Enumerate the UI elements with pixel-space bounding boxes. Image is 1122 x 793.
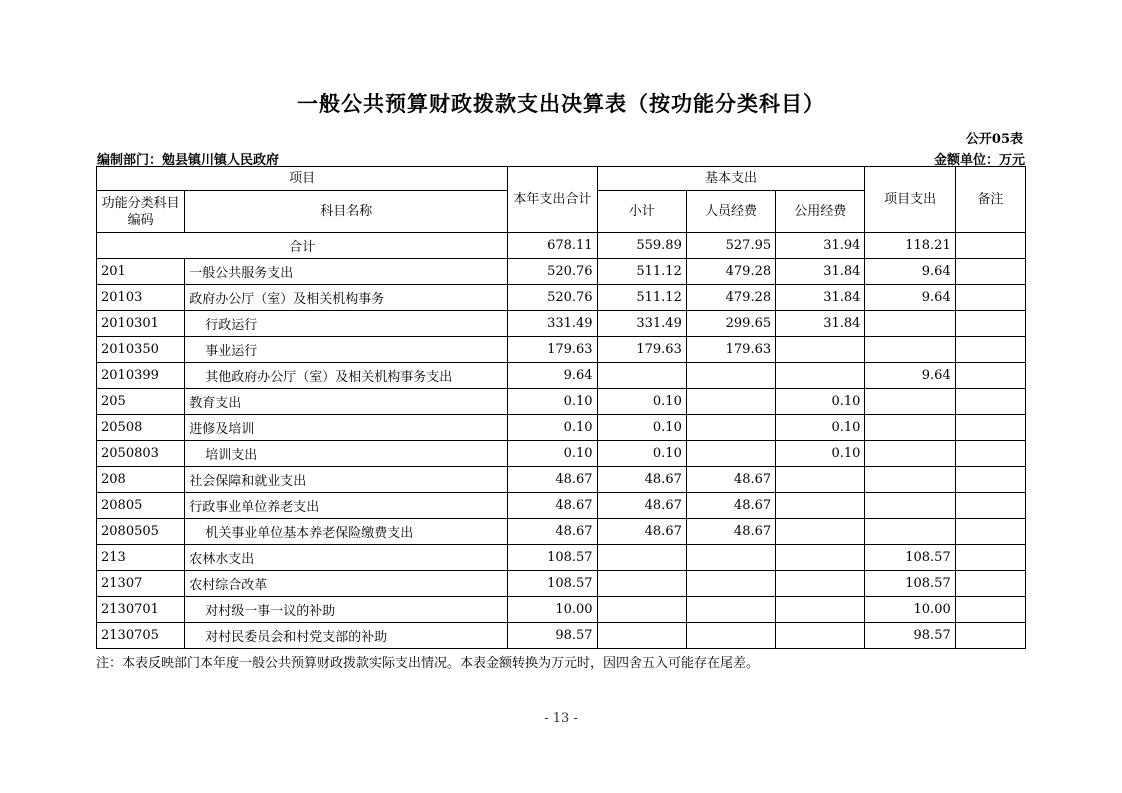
cell-year-total: 179.63 [508,337,597,363]
cell-remark [955,493,1025,519]
total-remark [955,233,1025,259]
table-row [97,597,1026,623]
cell-code: 208 [97,467,185,493]
page-title: 一般公共预算财政拨款支出决算表（按功能分类科目） [297,91,825,116]
cell-remark [955,623,1025,649]
cell-year-total: 48.67 [508,467,597,493]
cell-personnel [686,441,775,467]
department-label: 编制部门：勉县镇川镇人民政府 [97,153,280,168]
cell-personnel [686,363,775,389]
cell-project [865,441,955,467]
cell-subtotal: 331.49 [597,311,686,337]
cell-code: 2010350 [97,337,185,363]
cell-project: 9.64 [865,259,955,285]
cell-personnel [686,545,775,571]
cell-project: 108.57 [865,545,955,571]
cell-public [776,545,865,571]
cell-public: 31.84 [776,259,865,285]
cell-year-total: 9.64 [508,363,597,389]
cell-project: 9.64 [865,363,955,389]
cell-subtotal: 48.67 [597,467,686,493]
cell-remark [955,285,1025,311]
cell-public: 0.10 [776,441,865,467]
cell-remark [955,467,1025,493]
cell-personnel: 48.67 [686,519,775,545]
header-public: 公用经费 [776,191,865,233]
cell-personnel [686,571,775,597]
unit-label: 金额单位：万元 [933,153,1025,168]
cell-project [865,493,955,519]
total-year-total: 678.11 [508,233,597,259]
cell-personnel: 179.63 [686,337,775,363]
cell-year-total: 520.76 [508,285,597,311]
header-year-total: 本年支出合计 [508,167,597,233]
cell-remark [955,415,1025,441]
cell-subtotal [597,571,686,597]
cell-remark [955,545,1025,571]
table-row [97,415,1026,441]
total-row [97,233,1026,259]
cell-year-total: 520.76 [508,259,597,285]
cell-subtotal: 0.10 [597,441,686,467]
header-basic: 基本支出 [597,167,865,191]
table-row [97,389,1026,415]
cell-remark [955,259,1025,285]
cell-subject-name: 政府办公厅（室）及相关机构事务 [185,285,508,311]
cell-year-total: 48.67 [508,493,597,519]
table-row [97,467,1026,493]
cell-year-total: 0.10 [508,415,597,441]
cell-subtotal: 0.10 [597,389,686,415]
cell-code: 2050803 [97,441,185,467]
table-row [97,623,1026,649]
cell-subtotal [597,363,686,389]
cell-subject-name: 进修及培训 [185,415,508,441]
table-row [97,259,1026,285]
cell-subject-name: 行政运行 [185,311,508,337]
table-row [97,363,1026,389]
cell-code: 2080505 [97,519,185,545]
cell-code: 20508 [97,415,185,441]
cell-public [776,571,865,597]
table-row [97,545,1026,571]
cell-public [776,597,865,623]
footnote: 注：本表反映部门本年度一般公共预算财政拨款实际支出情况。本表金额转换为万元时，因四舍五入可能存在尾差。 [96,656,760,671]
cell-personnel: 48.67 [686,493,775,519]
form-number: 公开05表 [965,132,1023,147]
cell-code: 2010399 [97,363,185,389]
cell-subtotal: 0.10 [597,415,686,441]
cell-subtotal: 48.67 [597,519,686,545]
table-row [97,441,1026,467]
cell-project [865,389,955,415]
table-row [97,285,1026,311]
cell-year-total: 98.57 [508,623,597,649]
page-number: - 13 - [544,711,578,726]
table-row [97,493,1026,519]
cell-personnel [686,389,775,415]
total-public: 31.94 [776,233,865,259]
cell-personnel [686,597,775,623]
cell-remark [955,311,1025,337]
cell-subtotal: 511.12 [597,259,686,285]
cell-subject-name: 社会保障和就业支出 [185,467,508,493]
cell-code: 2130705 [97,623,185,649]
cell-code: 20805 [97,493,185,519]
cell-public: 0.10 [776,415,865,441]
cell-code: 205 [97,389,185,415]
cell-year-total: 331.49 [508,311,597,337]
cell-remark [955,363,1025,389]
cell-project: 98.57 [865,623,955,649]
cell-public: 31.84 [776,311,865,337]
cell-project [865,415,955,441]
cell-code: 201 [97,259,185,285]
cell-personnel: 299.65 [686,311,775,337]
table-row [97,519,1026,545]
header-subject-name: 科目名称 [185,191,508,233]
cell-year-total: 10.00 [508,597,597,623]
cell-personnel: 48.67 [686,467,775,493]
cell-personnel [686,623,775,649]
cell-subtotal [597,597,686,623]
cell-subject-name: 对村民委员会和村党支部的补助 [185,623,508,649]
cell-remark [955,441,1025,467]
cell-public [776,623,865,649]
cell-subject-name: 对村级一事一议的补助 [185,597,508,623]
total-personnel: 527.95 [686,233,775,259]
cell-subject-name: 行政事业单位养老支出 [185,493,508,519]
cell-year-total: 0.10 [508,389,597,415]
cell-subtotal [597,545,686,571]
cell-subtotal: 48.67 [597,493,686,519]
cell-code: 2010301 [97,311,185,337]
cell-subject-name: 农林水支出 [185,545,508,571]
cell-remark [955,597,1025,623]
table-row [97,571,1026,597]
cell-subject-name: 教育支出 [185,389,508,415]
cell-project [865,519,955,545]
cell-subtotal [597,623,686,649]
cell-project: 10.00 [865,597,955,623]
cell-year-total: 0.10 [508,441,597,467]
cell-project: 9.64 [865,285,955,311]
header-row-1 [97,167,1026,191]
cell-personnel [686,415,775,441]
cell-personnel: 479.28 [686,259,775,285]
cell-remark [955,519,1025,545]
header-project: 项目 [97,167,508,191]
cell-subject-name: 机关事业单位基本养老保险缴费支出 [185,519,508,545]
cell-public: 0.10 [776,389,865,415]
cell-code: 2130701 [97,597,185,623]
cell-public: 31.84 [776,285,865,311]
cell-code: 20103 [97,285,185,311]
cell-project [865,337,955,363]
header-subtotal: 小计 [597,191,686,233]
cell-public [776,363,865,389]
cell-subject-name: 农村综合改革 [185,571,508,597]
header-project-expense: 项目支出 [865,167,955,233]
cell-subject-name: 培训支出 [185,441,508,467]
cell-remark [955,389,1025,415]
cell-year-total: 108.57 [508,545,597,571]
cell-project [865,311,955,337]
cell-public [776,493,865,519]
total-label: 合计 [97,233,508,259]
cell-year-total: 108.57 [508,571,597,597]
cell-subject-name: 事业运行 [185,337,508,363]
cell-project: 108.57 [865,571,955,597]
total-project: 118.21 [865,233,955,259]
cell-subtotal: 179.63 [597,337,686,363]
cell-subtotal: 511.12 [597,285,686,311]
cell-public [776,467,865,493]
header-remark: 备注 [955,167,1025,233]
table-row [97,337,1026,363]
cell-project [865,467,955,493]
cell-personnel: 479.28 [686,285,775,311]
expenditure-table [96,166,1026,649]
header-func-code: 功能分类科目编码 [97,191,185,233]
cell-public [776,519,865,545]
cell-remark [955,571,1025,597]
cell-subject-name: 一般公共服务支出 [185,259,508,285]
table-row [97,311,1026,337]
total-subtotal: 559.89 [597,233,686,259]
cell-code: 213 [97,545,185,571]
cell-year-total: 48.67 [508,519,597,545]
cell-subject-name: 其他政府办公厅（室）及相关机构事务支出 [185,363,508,389]
cell-remark [955,337,1025,363]
cell-public [776,337,865,363]
cell-code: 21307 [97,571,185,597]
header-personnel: 人员经费 [686,191,775,233]
